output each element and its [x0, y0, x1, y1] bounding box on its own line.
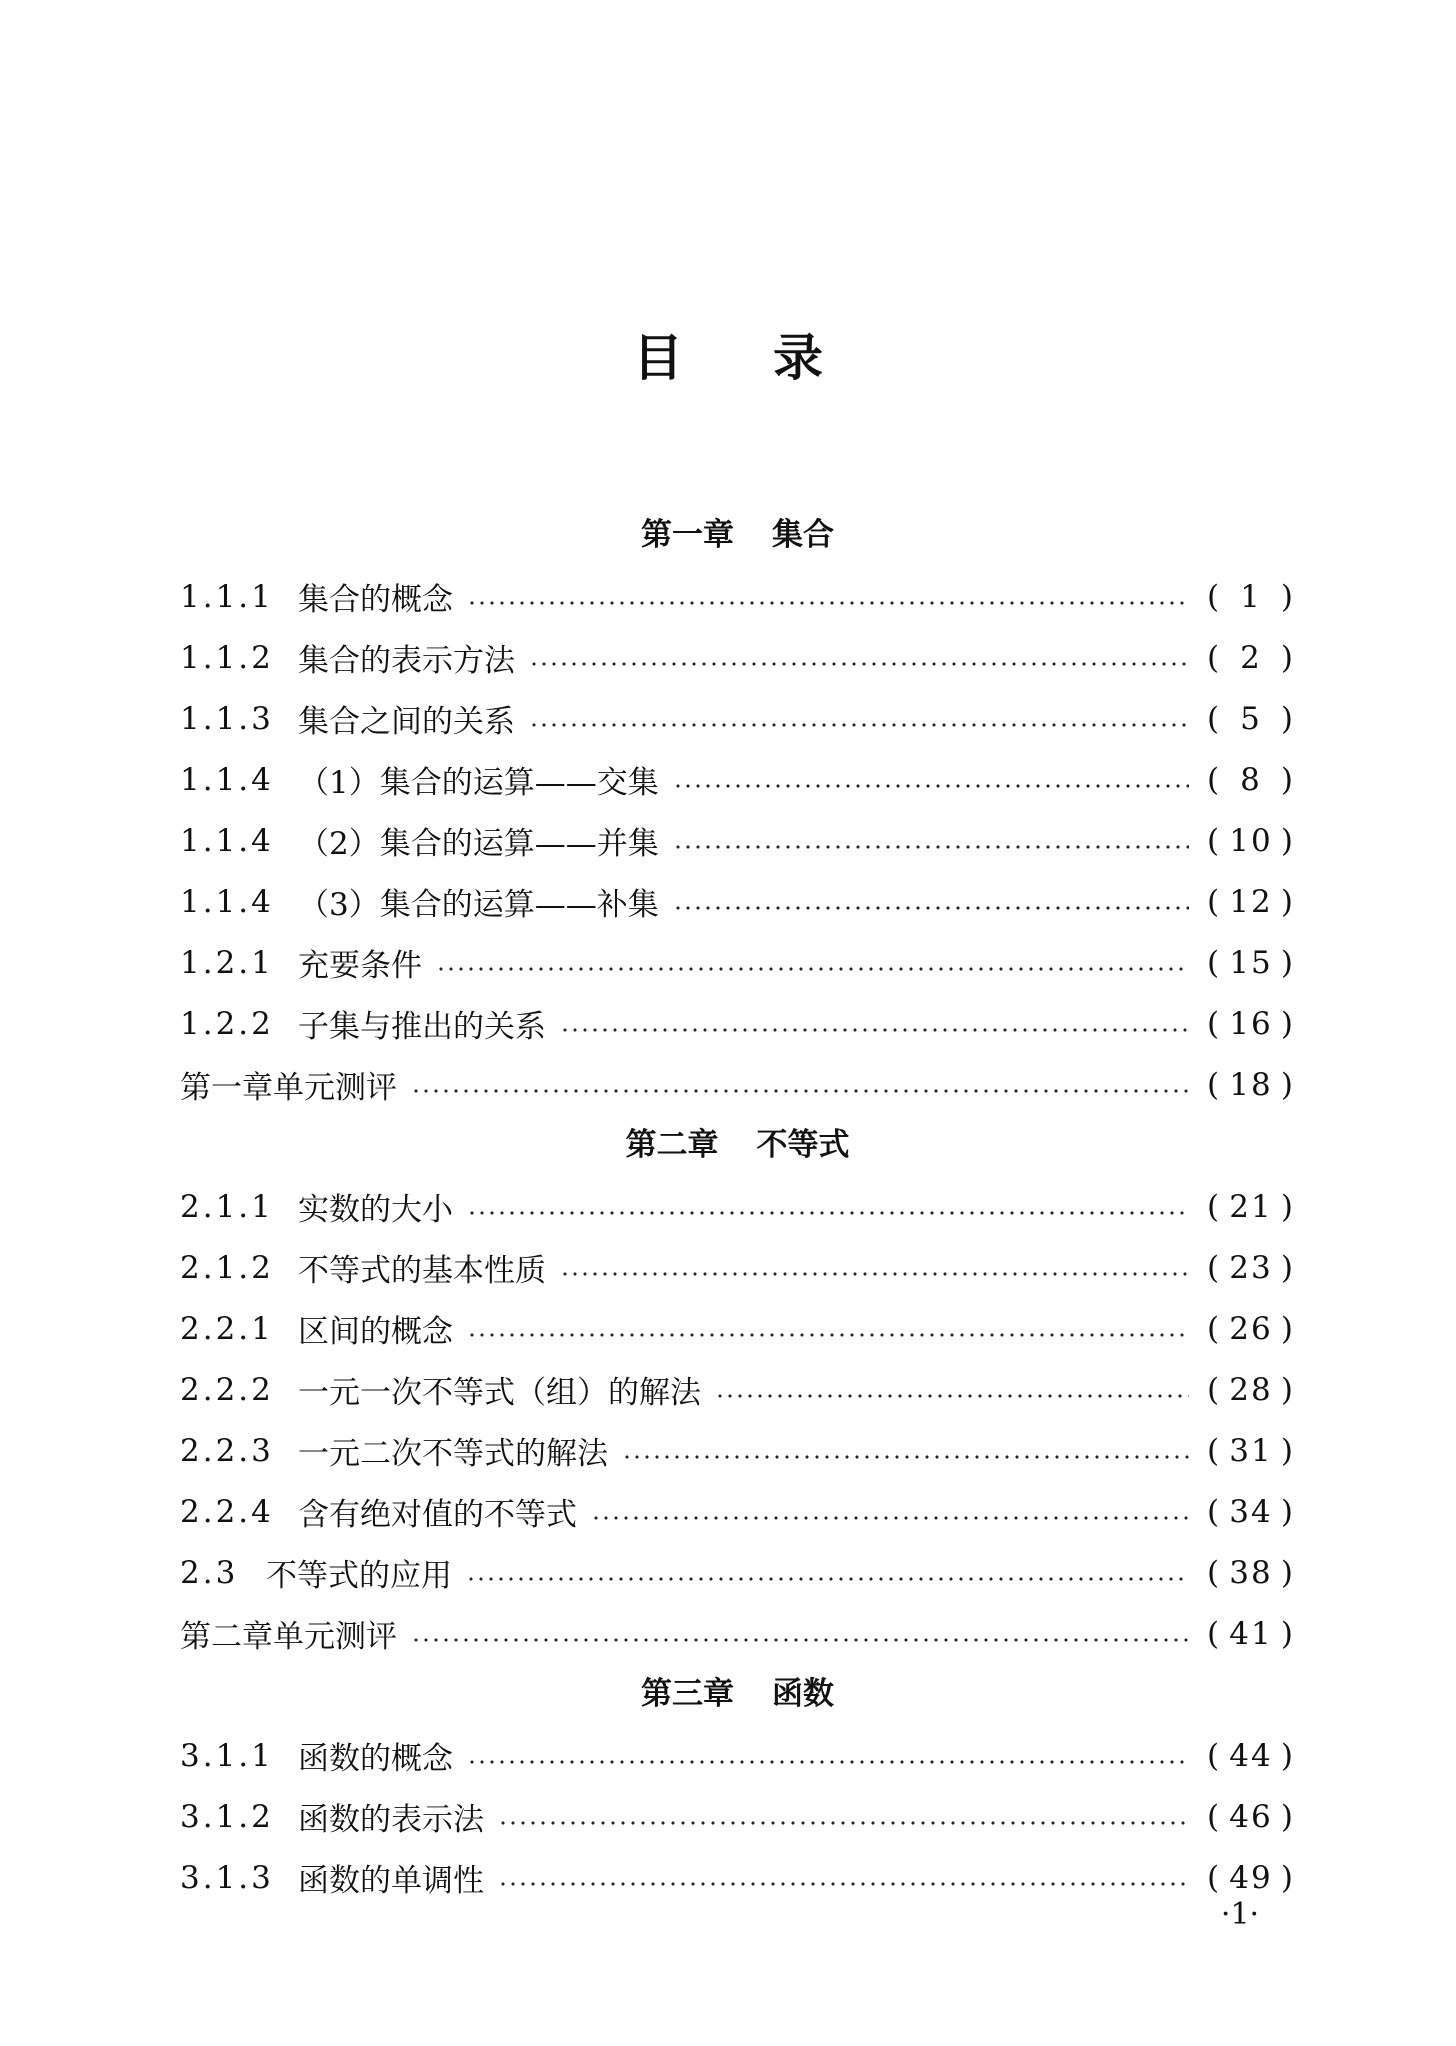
dot-leader — [436, 966, 1189, 972]
page-ref: ( 16 ) — [1207, 1005, 1295, 1042]
page-ref: ( 5 ) — [1207, 700, 1295, 737]
section-number: 2.2.4 — [180, 1493, 274, 1530]
dot-leader — [467, 1332, 1189, 1338]
dot-leader — [411, 1637, 1189, 1643]
dot-leader — [411, 1088, 1189, 1094]
page-ref: ( 18 ) — [1207, 1066, 1295, 1103]
section-title: 函数的表示法 — [298, 1802, 484, 1838]
section-title: 集合的概念 — [298, 582, 453, 618]
section-title: 不等式的应用 — [266, 1558, 452, 1594]
section-number: 3.1.3 — [180, 1859, 274, 1896]
toc-entry[interactable] — [180, 1237, 1295, 1298]
chapter-name: 不等式 — [756, 1127, 850, 1163]
section-number: 1.1.2 — [180, 639, 274, 676]
page-ref: ( 1 ) — [1207, 578, 1295, 615]
page-ref: ( 26 ) — [1207, 1310, 1295, 1347]
section-number: 2.2.2 — [180, 1371, 274, 1408]
dot-leader — [673, 905, 1189, 911]
section-title: （3）集合的运算——补集 — [298, 887, 659, 923]
page-ref: ( 44 ) — [1207, 1737, 1295, 1774]
page-ref: ( 15 ) — [1207, 944, 1295, 981]
section-title: 子集与推出的关系 — [298, 1009, 546, 1045]
section-number: 1.2.1 — [180, 944, 274, 981]
section-number: 1.1.4 — [180, 761, 274, 798]
table-of-contents — [180, 505, 1295, 1908]
dot-leader — [591, 1515, 1189, 1521]
page-ref: ( 46 ) — [1207, 1798, 1295, 1835]
toc-entry[interactable] — [180, 932, 1295, 993]
section-title: 函数的单调性 — [298, 1863, 484, 1899]
toc-entry[interactable] — [180, 1359, 1295, 1420]
page-title: 目录 — [633, 328, 913, 387]
section-number: 2.2.1 — [180, 1310, 274, 1347]
toc-entry[interactable] — [180, 993, 1295, 1054]
section-number: 1.1.4 — [180, 883, 274, 920]
section-number: 1.1.3 — [180, 700, 274, 737]
dot-leader — [622, 1454, 1189, 1460]
toc-entry[interactable] — [180, 1176, 1295, 1237]
section-title: 一元二次不等式的解法 — [298, 1436, 608, 1472]
page-ref: ( 10 ) — [1207, 822, 1295, 859]
chapter-heading — [180, 1115, 1295, 1176]
dot-leader — [467, 1759, 1189, 1765]
chapter-number: 第三章 — [641, 1676, 734, 1712]
page-ref: ( 41 ) — [1207, 1615, 1295, 1652]
toc-entry[interactable] — [180, 1786, 1295, 1847]
dot-leader — [560, 1271, 1189, 1277]
section-number: 2.2.3 — [180, 1432, 274, 1469]
toc-entry[interactable] — [180, 688, 1295, 749]
toc-entry[interactable] — [180, 1481, 1295, 1542]
page-ref: ( 8 ) — [1207, 761, 1295, 798]
dot-leader — [529, 722, 1189, 728]
section-title: 集合之间的关系 — [298, 704, 515, 740]
section-title: 集合的表示方法 — [298, 643, 515, 679]
dot-leader — [673, 783, 1189, 789]
section-title: 函数的概念 — [298, 1741, 453, 1777]
page-ref: ( 31 ) — [1207, 1432, 1295, 1469]
section-title: 一元一次不等式（组）的解法 — [298, 1375, 701, 1411]
dot-leader — [529, 661, 1189, 667]
page-ref: ( 34 ) — [1207, 1493, 1295, 1530]
toc-entry[interactable] — [180, 1298, 1295, 1359]
page-ref: ( 23 ) — [1207, 1249, 1295, 1286]
dot-leader — [560, 1027, 1189, 1033]
page-ref: ( 38 ) — [1207, 1554, 1295, 1591]
page-ref: ( 28 ) — [1207, 1371, 1295, 1408]
page-ref: ( 2 ) — [1207, 639, 1295, 676]
toc-entry[interactable] — [180, 1847, 1295, 1908]
section-title: 含有绝对值的不等式 — [298, 1497, 577, 1533]
section-number: 1.1.4 — [180, 822, 274, 859]
section-number: 1.2.2 — [180, 1005, 274, 1042]
section-number: 1.1.1 — [180, 578, 274, 615]
section-title: 实数的大小 — [298, 1192, 453, 1228]
section-number: 2.1.1 — [180, 1188, 274, 1225]
section-title: 区间的概念 — [298, 1314, 453, 1350]
toc-entry[interactable] — [180, 1420, 1295, 1481]
toc-entry[interactable] — [180, 871, 1295, 932]
toc-entry[interactable] — [180, 1603, 1295, 1664]
section-title: 第二章单元测评 — [180, 1619, 397, 1655]
chapter-name: 函数 — [772, 1676, 834, 1712]
section-number: 3.1.1 — [180, 1737, 274, 1774]
section-number: 3.1.2 — [180, 1798, 274, 1835]
page-ref: ( 49 ) — [1207, 1859, 1295, 1896]
dot-leader — [498, 1820, 1189, 1826]
section-title: 充要条件 — [298, 948, 422, 984]
section-title: 第一章单元测评 — [180, 1070, 397, 1106]
section-number: 2.1.2 — [180, 1249, 274, 1286]
toc-entry[interactable] — [180, 1054, 1295, 1115]
chapter-number: 第二章 — [625, 1127, 719, 1163]
dot-leader — [673, 844, 1189, 850]
section-number: 2.3 — [180, 1554, 239, 1591]
toc-entry[interactable] — [180, 1725, 1295, 1786]
dot-leader — [466, 1576, 1189, 1582]
section-title: 不等式的基本性质 — [298, 1253, 546, 1289]
toc-entry[interactable] — [180, 1542, 1295, 1603]
section-title: （1）集合的运算——交集 — [298, 765, 659, 801]
page-ref: ( 12 ) — [1207, 883, 1295, 920]
toc-entry[interactable] — [180, 627, 1295, 688]
chapter-number: 第一章 — [641, 517, 734, 553]
page-ref: ( 21 ) — [1207, 1188, 1295, 1225]
section-title: （2）集合的运算——并集 — [298, 826, 659, 862]
toc-entry[interactable] — [180, 566, 1295, 627]
dot-leader — [467, 1210, 1189, 1216]
page-number: ·1· — [1220, 1897, 1260, 1932]
toc-entry[interactable] — [180, 749, 1295, 810]
dot-leader — [467, 600, 1189, 606]
chapter-name: 集合 — [772, 517, 834, 553]
chapter-heading — [180, 1664, 1295, 1725]
toc-entry[interactable] — [180, 810, 1295, 871]
chapter-heading — [180, 505, 1295, 566]
dot-leader — [715, 1393, 1189, 1399]
dot-leader — [498, 1881, 1189, 1887]
